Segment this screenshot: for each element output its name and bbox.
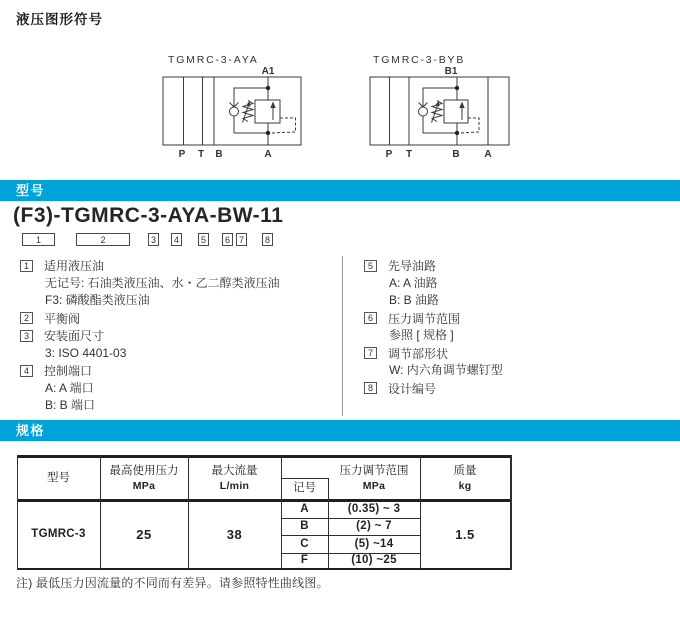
col-header-adjust-range: 压力调节范围 MPa (339, 464, 409, 492)
item-title: 控制端口 (44, 364, 93, 379)
item-line: 参照 [ 规格 ] (389, 328, 454, 342)
model-key-column-left (20, 257, 338, 415)
model-number: (F3)-TGMRC-3-AYA-BW-11 (13, 204, 284, 227)
item-number-box: 2 (20, 312, 33, 324)
footnote: 注) 最低压力因流量的不同而有差异。请参照特性曲线图。 (16, 576, 329, 590)
cell-range-code: B (300, 520, 309, 532)
model-digit-box-3: 3 (148, 233, 159, 246)
page-title: 液压图形符号 (16, 12, 103, 27)
model-digit-box-6: 6 (222, 233, 233, 246)
cell-range-code: F (300, 554, 309, 566)
item-line: A: A 油路 (389, 275, 438, 290)
item-number-box: 8 (364, 382, 377, 394)
port-p-label: P (385, 149, 393, 160)
valve-symbol-drawing (163, 77, 301, 145)
port-p-label: P (178, 149, 186, 160)
cell-range-value: (2) ~ 7 (356, 520, 392, 532)
cell-max-flow: 38 (226, 526, 243, 542)
port-t-label: T (197, 149, 205, 160)
spec-table (17, 455, 512, 570)
list-item (364, 345, 664, 363)
cell-max-pressure: 25 (136, 526, 152, 542)
reducing-valve-body (255, 100, 280, 123)
model-digit-box-2: 2 (76, 233, 130, 246)
item-title: 调节部形状 (388, 346, 449, 361)
model-digit-box-8: 8 (262, 233, 273, 246)
section-banner-model: 型号 (0, 180, 680, 201)
list-item (20, 362, 338, 380)
item-number-box: 1 (20, 260, 33, 272)
col-header-code: 记号 (293, 482, 316, 494)
item-number-box: 6 (364, 312, 377, 324)
cell-range-code: C (300, 537, 309, 550)
list-item (364, 310, 664, 328)
list-item (364, 257, 664, 275)
item-number-box: 4 (20, 365, 33, 377)
model-key-column-right (364, 257, 664, 397)
item-title: 平衡阀 (44, 311, 81, 326)
list-item (20, 327, 338, 345)
col-header-max-pressure: 最高使用压力 MPa (109, 464, 179, 492)
item-line: 无记号: 石油类液压油、水・乙二醇类液压油 (45, 275, 280, 290)
item-number-box: 3 (20, 330, 33, 342)
top-port-label: A1 (261, 66, 275, 77)
model-digit-box-5: 5 (198, 233, 209, 246)
top-port-label: B1 (444, 66, 458, 77)
table-line (510, 455, 512, 570)
item-title: 适用液压油 (44, 259, 105, 274)
diagram-title: TGMRC-3-AYA (168, 54, 259, 66)
reducing-valve-body (444, 100, 468, 123)
check-valve-icon (419, 107, 428, 116)
item-line: B: B 端口 (45, 398, 96, 412)
item-line: F3: 磷酸酯类液压油 (45, 293, 150, 307)
item-title: 安装面尺寸 (44, 329, 105, 344)
port-a-label: A (484, 149, 492, 160)
column-divider (342, 256, 343, 416)
model-digit-box-7: 7 (236, 233, 247, 246)
col-header-max-flow: 最大流量 L/min (211, 464, 258, 492)
cell-range-value: (0.35) ~ 3 (347, 503, 401, 515)
cell-range-value: (10) ~25 (351, 554, 397, 566)
item-line: W: 内六角调节螺钉型 (389, 363, 503, 377)
cell-range-code: A (300, 503, 309, 515)
item-line: B: B 油路 (389, 293, 440, 307)
section-banner-specs: 规格 (0, 420, 680, 441)
hydraulic-symbol-byb (360, 45, 530, 163)
list-item (364, 380, 664, 398)
col-header-model: 型号 (47, 471, 70, 484)
item-title: 设计编号 (388, 381, 437, 396)
port-t-label: T (405, 149, 413, 160)
item-title: 压力调节范围 (388, 311, 461, 326)
check-valve-icon (230, 107, 239, 116)
diagram-title: TGMRC-3-BYB (373, 54, 466, 66)
item-line: A: A 端口 (45, 380, 94, 395)
col-header-mass: 质量 kg (453, 464, 477, 492)
port-b-label: B (215, 149, 223, 160)
cell-mass: 1.5 (455, 526, 475, 542)
hydraulic-symbol-aya (150, 45, 320, 163)
item-title: 先导油路 (388, 259, 437, 274)
item-number-box: 7 (364, 347, 377, 359)
item-number-box: 5 (364, 260, 377, 272)
item-line: 3: ISO 4401-03 (45, 345, 127, 360)
cell-range-value: (5) ~14 (354, 537, 394, 550)
port-a-label: A (264, 149, 272, 160)
cell-model-value: TGMRC-3 (31, 528, 86, 540)
model-digit-box-1: 1 (22, 233, 55, 246)
valve-symbol-drawing (370, 77, 509, 145)
list-item (20, 257, 338, 275)
model-digit-box-4: 4 (171, 233, 182, 246)
list-item (20, 310, 338, 328)
table-border (17, 568, 512, 571)
port-b-label: B (452, 149, 460, 160)
